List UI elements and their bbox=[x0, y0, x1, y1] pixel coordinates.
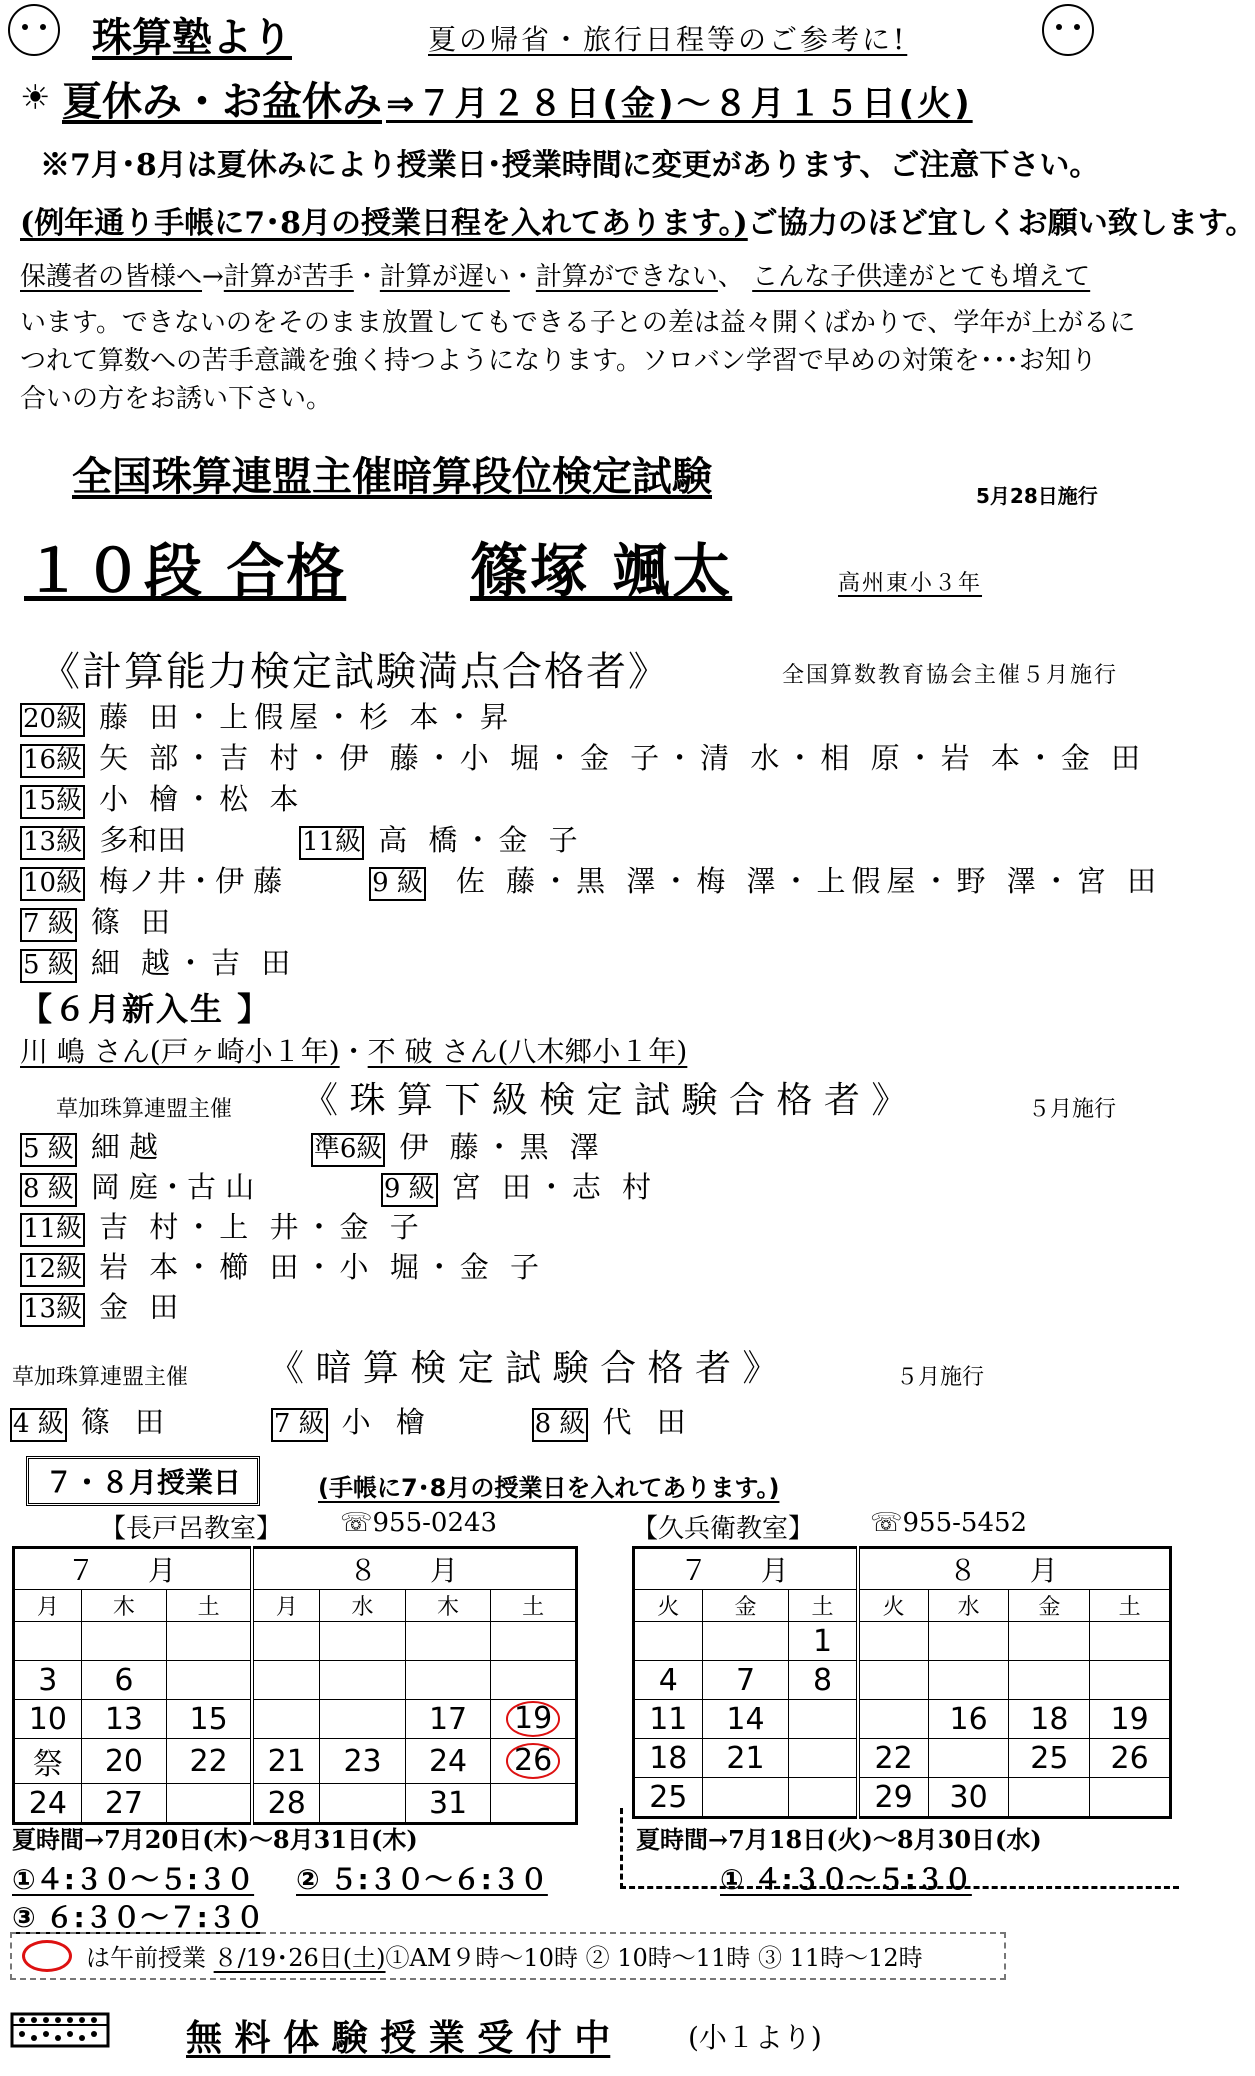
vacation-label: 夏休み・お盆休み bbox=[62, 79, 382, 125]
date-cell: 15 bbox=[167, 1700, 252, 1739]
date-cell: 29 bbox=[858, 1778, 929, 1818]
date-cell: 27 bbox=[81, 1784, 166, 1824]
left-calendar bbox=[12, 1546, 578, 1825]
month-header: ８ 月 bbox=[858, 1548, 1171, 1590]
weekday-header: 木 bbox=[81, 1590, 166, 1622]
notice-techo bbox=[20, 198, 1255, 242]
morning-times: ①AM９時～10時 ② 10時～11時 ③ 11時～12時 bbox=[385, 1944, 923, 1972]
passer-names: 代 田 bbox=[602, 1405, 694, 1439]
level-badge: 8 級 bbox=[20, 1173, 77, 1207]
date-cell: 24 bbox=[405, 1739, 490, 1784]
weekday-header: 月 bbox=[14, 1590, 82, 1622]
date-cell-morning bbox=[491, 1700, 577, 1739]
passer-names: 宮 田・志 村 bbox=[451, 1170, 658, 1204]
anzan-row bbox=[10, 1400, 694, 1442]
weekday-header: 木 bbox=[405, 1590, 490, 1622]
date-cell: 18 bbox=[634, 1739, 703, 1778]
left-slot-3: ③ ６:３０～７:３０ bbox=[12, 1901, 264, 1934]
level-badge: 7 級 bbox=[20, 908, 77, 942]
morning-prefix: は午前授業 bbox=[86, 1944, 206, 1972]
weekday-header: 土 bbox=[789, 1590, 858, 1622]
date-cell bbox=[167, 1661, 252, 1700]
month-header: ８ 月 bbox=[252, 1548, 576, 1590]
date-cell bbox=[252, 1700, 320, 1739]
passer-names: 高 橋・金 子 bbox=[378, 823, 584, 857]
passer-names: 岩 本・櫛 田・小 堀・金 子 bbox=[99, 1250, 545, 1284]
weekday-header: 火 bbox=[634, 1590, 703, 1622]
level-badge: 16級 bbox=[20, 744, 85, 778]
date-cell bbox=[320, 1622, 405, 1661]
level-badge: 15級 bbox=[20, 785, 85, 819]
anzan-dan-date: 5月28日施行 bbox=[976, 484, 1098, 508]
date-cell bbox=[491, 1784, 577, 1824]
anzan-organizer: 草加珠算連盟主催 bbox=[12, 1365, 189, 1390]
date-cell bbox=[858, 1622, 929, 1661]
date-cell: 19 bbox=[1090, 1700, 1171, 1739]
date-cell bbox=[81, 1622, 166, 1661]
date-cell: 13 bbox=[81, 1700, 166, 1739]
kakyu-row bbox=[20, 1285, 184, 1327]
date-cell: 28 bbox=[252, 1784, 320, 1824]
date-cell: 11 bbox=[634, 1700, 703, 1739]
date-cell: 14 bbox=[702, 1700, 789, 1739]
date-cell bbox=[702, 1622, 789, 1661]
date-cell bbox=[928, 1622, 1009, 1661]
level-badge: 9 級 bbox=[369, 867, 426, 901]
date-cell bbox=[491, 1661, 577, 1700]
date-cell: 7 bbox=[702, 1661, 789, 1700]
date-cell: 23 bbox=[320, 1739, 405, 1784]
level-badge: 7 級 bbox=[271, 1408, 328, 1442]
date-cell bbox=[320, 1784, 405, 1824]
date-cell bbox=[634, 1622, 703, 1661]
kakyu-row bbox=[20, 1245, 545, 1287]
schedule-title: ７・８月授業日 bbox=[26, 1456, 260, 1506]
date-cell: 22 bbox=[858, 1739, 929, 1778]
anzan-date: ５月施行 bbox=[896, 1365, 985, 1390]
date-cell bbox=[167, 1784, 252, 1824]
level-badge: 20級 bbox=[20, 703, 85, 737]
date-cell: 祭 bbox=[14, 1739, 82, 1784]
new-students-list bbox=[20, 1030, 687, 1070]
date-cell bbox=[491, 1622, 577, 1661]
left-slot-2: ② ５:３０～６:３０ bbox=[296, 1863, 548, 1896]
date-cell bbox=[1090, 1661, 1171, 1700]
month-header: ７ 月 bbox=[14, 1548, 253, 1590]
parents-line3: つれて算数への苦手意識を強く持つようになります。ソロバン学習で早めの対策を･･･お知り bbox=[20, 346, 1097, 376]
right-summer-time: 夏時間→7月18日(火)～8月30日(水) bbox=[636, 1825, 1042, 1854]
dan-name: 篠塚 颯太 bbox=[470, 537, 733, 605]
worry-4: こんな子供達がとても増えて bbox=[752, 262, 1091, 292]
passer-names: 吉 村・上 井・金 子 bbox=[99, 1210, 425, 1244]
date-cell bbox=[1009, 1661, 1090, 1700]
left-classroom-name: 【長戸呂教室】 bbox=[100, 1514, 283, 1544]
weekday-header: 土 bbox=[1090, 1590, 1171, 1622]
date-cell bbox=[928, 1739, 1009, 1778]
date-cell bbox=[320, 1700, 405, 1739]
left-classroom-phone: ☏955-0243 bbox=[340, 1508, 498, 1538]
level-badge: 10級 bbox=[20, 867, 85, 901]
weekday-header: 土 bbox=[167, 1590, 252, 1622]
notice-techo-underlined: (例年通り手帳に7･8月の授業日程を入れてあります。) bbox=[20, 206, 748, 241]
right-classroom-name: 【久兵衛教室】 bbox=[632, 1514, 815, 1544]
date-cell: 25 bbox=[634, 1778, 703, 1818]
date-cell: 6 bbox=[81, 1661, 166, 1700]
abacus-icon bbox=[10, 2010, 110, 2050]
date-cell: 26 bbox=[1090, 1739, 1171, 1778]
passer-names: 細 越・吉 田 bbox=[90, 946, 297, 980]
left-summer-time: 夏時間→7月20日(木)～8月31日(木) bbox=[12, 1825, 418, 1854]
date-cell bbox=[858, 1661, 929, 1700]
new-student: 川 嶋 さん(戸ヶ崎小１年) bbox=[20, 1035, 340, 1068]
keisan-organizer: 全国算数教育協会主催５月施行 bbox=[782, 663, 1119, 688]
date-cell: 20 bbox=[81, 1739, 166, 1784]
level-badge: 4 級 bbox=[10, 1408, 67, 1442]
date-cell bbox=[1090, 1622, 1171, 1661]
keisan-row bbox=[20, 900, 176, 942]
page-subtitle: 夏の帰省・旅行日程等のご参考に! bbox=[428, 23, 908, 56]
kakyu-row bbox=[20, 1165, 657, 1207]
morning-dates: ８/19･26日(土) bbox=[213, 1944, 386, 1972]
date-cell-morning bbox=[491, 1739, 577, 1784]
date-cell: 21 bbox=[702, 1739, 789, 1778]
trial-note: (小１より) bbox=[688, 2021, 822, 2054]
passer-names: 金 田 bbox=[99, 1290, 185, 1324]
date-cell: 30 bbox=[928, 1778, 1009, 1818]
parents-line2: います。できないのをそのまま放置してもできる子との差は益々開くばかりで、学年が上がるに bbox=[20, 308, 1136, 338]
level-badge: 11級 bbox=[20, 1213, 85, 1247]
date-cell bbox=[405, 1622, 490, 1661]
date-cell bbox=[928, 1661, 1009, 1700]
level-badge: 11級 bbox=[299, 826, 364, 860]
kakyu-organizer: 草加珠算連盟主催 bbox=[56, 1097, 233, 1122]
parents-to-label: 保護者の皆様へ bbox=[20, 262, 203, 292]
vacation-period: ⇒７月２８日(金)～８月１５日(火) bbox=[386, 84, 973, 124]
keisan-row bbox=[20, 695, 515, 737]
weekday-header: 土 bbox=[491, 1590, 577, 1622]
date-cell bbox=[14, 1622, 82, 1661]
date-cell: 31 bbox=[405, 1784, 490, 1824]
worry-2: 計算が遅い bbox=[379, 262, 510, 292]
mascot-left-icon bbox=[8, 4, 60, 56]
passer-names: 矢 部・吉 村・伊 藤・小 堀・金 子・清 水・相 原・岩 本・金 田 bbox=[99, 741, 1147, 775]
passer-names: 篠 田 bbox=[90, 905, 177, 939]
keisan-row bbox=[20, 818, 584, 860]
keisan-row bbox=[20, 777, 305, 819]
date-cell: 17 bbox=[405, 1700, 490, 1739]
date-cell: 25 bbox=[1009, 1739, 1090, 1778]
weekday-header: 月 bbox=[252, 1590, 320, 1622]
parents-line4: 合いの方をお誘い下さい。 bbox=[20, 384, 333, 414]
weekday-header: 水 bbox=[320, 1590, 405, 1622]
kakyu-row bbox=[20, 1125, 605, 1167]
date-cell: 1 bbox=[789, 1622, 858, 1661]
right-classroom-phone: ☏955-5452 bbox=[870, 1508, 1028, 1538]
date-cell bbox=[858, 1700, 929, 1739]
keisan-row bbox=[20, 941, 296, 983]
level-badge: 5 級 bbox=[20, 1133, 77, 1167]
date-cell bbox=[252, 1661, 320, 1700]
arrow-glyph: → bbox=[202, 262, 224, 292]
level-badge: 13級 bbox=[20, 826, 85, 860]
right-slot-1: ① ４:３０～５:３０ bbox=[720, 1863, 972, 1896]
date-cell: 24 bbox=[14, 1784, 82, 1824]
worry-1: 計算が苦手 bbox=[223, 262, 354, 292]
level-badge: 8 級 bbox=[532, 1408, 589, 1442]
date-cell bbox=[1009, 1622, 1090, 1661]
date-cell: 16 bbox=[928, 1700, 1009, 1739]
passer-names: 伊 藤・黒 澤 bbox=[399, 1130, 605, 1164]
keisan-row bbox=[20, 736, 1146, 778]
dot-sep: ・ bbox=[353, 262, 380, 292]
date-cell bbox=[789, 1700, 858, 1739]
kakyu-row bbox=[20, 1205, 425, 1247]
comma-sep: 、 bbox=[717, 262, 744, 292]
passer-names: 岡 庭・古 山 bbox=[90, 1170, 255, 1204]
keisan-title: 《計算能力検定試験満点合格者》 bbox=[40, 649, 670, 695]
sun-icon: ☀ bbox=[20, 78, 51, 118]
notice-techo-rest: ご協力のほど宜しくお願い致します。 bbox=[747, 206, 1255, 241]
new-student: 不 破 さん(八木郷小１年) bbox=[367, 1035, 688, 1068]
date-cell: 18 bbox=[1009, 1700, 1090, 1739]
weekday-header: 金 bbox=[702, 1590, 789, 1622]
passer-names: 小 檜・松 本 bbox=[99, 782, 305, 816]
level-badge: 準6級 bbox=[311, 1133, 386, 1167]
left-slot-1: ①４:３０～５:３０ bbox=[12, 1863, 255, 1896]
passer-names: 小 檜 bbox=[341, 1405, 433, 1439]
right-calendar bbox=[632, 1546, 1172, 1819]
morning-legend-circle bbox=[22, 1940, 72, 1972]
passer-names: 梅ノ井・伊 藤 bbox=[99, 864, 283, 898]
notice-change: ※7月･8月は夏休みにより授業日･授業時間に変更があります、ご注意下さい。 bbox=[40, 148, 1100, 183]
schedule-note: (手帳に7･8月の授業日を入れてあります。) bbox=[318, 1474, 780, 1502]
date-cell: 8 bbox=[789, 1661, 858, 1700]
passer-names: 藤 田・上假屋・杉 本・昇 bbox=[99, 700, 515, 734]
dot-sep: ・ bbox=[509, 262, 536, 292]
anzan-title: 《 暗 算 検 定 試 験 合 格 者 》 bbox=[268, 1348, 779, 1389]
date-cell bbox=[320, 1661, 405, 1700]
weekday-header: 火 bbox=[858, 1590, 929, 1622]
worry-3: 計算ができない bbox=[535, 262, 718, 292]
new-students-title: 【６月新入生 】 bbox=[20, 990, 272, 1028]
date-cell bbox=[789, 1739, 858, 1778]
morning-circle: 19 bbox=[506, 1701, 560, 1737]
dan-school: 高州東小３年 bbox=[838, 571, 983, 596]
mascot-right-icon bbox=[1042, 4, 1094, 56]
keisan-row bbox=[20, 859, 1162, 901]
dan-rank: １０段 合格 bbox=[24, 537, 347, 605]
date-cell bbox=[167, 1622, 252, 1661]
dot-sep: ・ bbox=[339, 1035, 368, 1068]
date-cell: 3 bbox=[14, 1661, 82, 1700]
date-cell: 22 bbox=[167, 1739, 252, 1784]
month-header: ７ 月 bbox=[634, 1548, 858, 1590]
level-badge: 9 級 bbox=[381, 1173, 438, 1207]
passer-names: 細 越 bbox=[90, 1130, 159, 1164]
passer-names: 篠 田 bbox=[80, 1405, 173, 1439]
morning-circle: 26 bbox=[506, 1743, 560, 1779]
date-cell bbox=[405, 1661, 490, 1700]
level-badge: 12級 bbox=[20, 1253, 85, 1287]
trial-lesson: 無 料 体 験 授 業 受 付 中 bbox=[186, 2017, 611, 2059]
level-badge: 13級 bbox=[20, 1293, 85, 1327]
date-cell bbox=[252, 1622, 320, 1661]
kakyu-title: 《 珠 算 下 級 検 定 試 験 合 格 者 》 bbox=[302, 1080, 908, 1121]
date-cell: 10 bbox=[14, 1700, 82, 1739]
date-cell: 21 bbox=[252, 1739, 320, 1784]
passer-names: 多和田 bbox=[99, 823, 187, 857]
weekday-header: 金 bbox=[1009, 1590, 1090, 1622]
kakyu-date: ５月施行 bbox=[1028, 1097, 1117, 1122]
page-title: 珠算塾より bbox=[92, 15, 292, 61]
date-cell: 4 bbox=[634, 1661, 703, 1700]
passer-names: 佐 藤・黒 澤・梅 澤・上假屋・野 澤・宮 田 bbox=[455, 864, 1162, 898]
level-badge: 5 級 bbox=[20, 949, 77, 983]
parents-line1 bbox=[20, 256, 1090, 293]
weekday-header: 水 bbox=[928, 1590, 1009, 1622]
morning-note bbox=[86, 1938, 923, 1973]
anzan-dan-title: 全国珠算連盟主催暗算段位検定試験 bbox=[72, 454, 712, 500]
